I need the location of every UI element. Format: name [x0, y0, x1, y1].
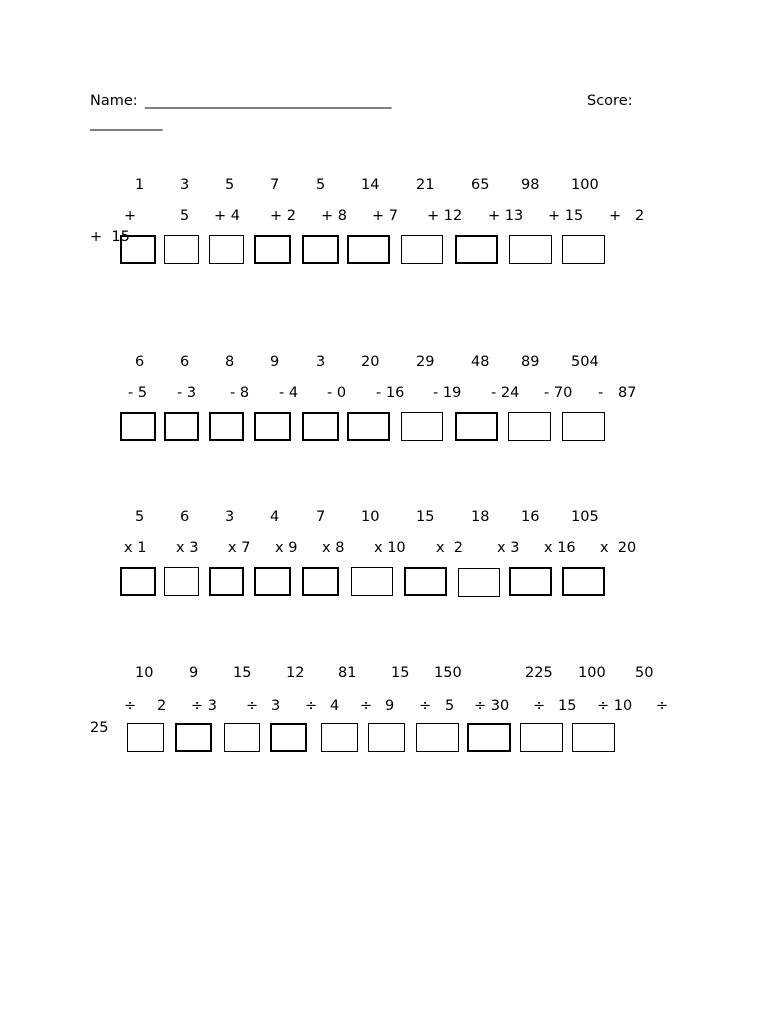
- answer-box[interactable]: [270, 723, 307, 752]
- operand: x 1: [124, 540, 147, 556]
- operand: + 12: [427, 208, 463, 224]
- answer-box[interactable]: [347, 235, 390, 264]
- operand: - 16: [376, 385, 405, 401]
- operand: - 8: [230, 385, 250, 401]
- operand: x 2: [436, 540, 464, 556]
- operand: ÷: [419, 698, 432, 714]
- top-number: 9: [189, 665, 199, 681]
- answer-box[interactable]: [209, 235, 244, 264]
- top-number: 5: [225, 177, 235, 193]
- top-number: 98: [521, 177, 540, 193]
- operand: +: [609, 208, 622, 224]
- operand: 3: [271, 698, 281, 714]
- operand: ÷: [305, 698, 318, 714]
- top-number: 6: [180, 354, 190, 370]
- name-line[interactable]: __________________________________: [145, 93, 392, 109]
- operand: - 5: [128, 385, 148, 401]
- top-number: 7: [316, 509, 326, 525]
- top-number: 504: [571, 354, 599, 370]
- top-number: 6: [135, 354, 145, 370]
- operand: 9: [385, 698, 395, 714]
- top-number: 10: [135, 665, 154, 681]
- top-number: 105: [571, 509, 599, 525]
- operand: x 20: [600, 540, 637, 556]
- operand: + 4: [214, 208, 240, 224]
- top-number: 14: [361, 177, 380, 193]
- top-number: 15: [233, 665, 252, 681]
- operand: - 70: [544, 385, 573, 401]
- answer-box[interactable]: [562, 235, 605, 264]
- top-number: 1: [135, 177, 145, 193]
- operand: + 15: [548, 208, 584, 224]
- operand: x 7: [228, 540, 251, 556]
- answer-box[interactable]: [209, 412, 244, 441]
- answer-box[interactable]: [455, 412, 498, 441]
- answer-box[interactable]: [458, 568, 500, 597]
- top-number: 12: [286, 665, 305, 681]
- operand: x 8: [322, 540, 345, 556]
- top-number: 20: [361, 354, 380, 370]
- top-number: 21: [416, 177, 435, 193]
- operand: - 24: [491, 385, 520, 401]
- top-number: 7: [270, 177, 280, 193]
- answer-box[interactable]: [164, 235, 199, 264]
- answer-box[interactable]: [572, 723, 615, 752]
- score-line[interactable]: __________: [90, 115, 163, 131]
- top-number: 89: [521, 354, 540, 370]
- answer-box[interactable]: [254, 235, 291, 264]
- operand: x 3: [497, 540, 520, 556]
- top-number: 48: [471, 354, 490, 370]
- top-number: 3: [316, 354, 326, 370]
- operand: 2: [635, 208, 645, 224]
- score-label: Score:: [587, 93, 633, 109]
- top-number: 15: [391, 665, 410, 681]
- operand: ÷: [246, 698, 259, 714]
- answer-box[interactable]: [404, 567, 447, 596]
- operand: - 4: [279, 385, 299, 401]
- answer-box[interactable]: [120, 235, 156, 264]
- top-number: 5: [135, 509, 145, 525]
- operand: x 3: [176, 540, 199, 556]
- operand: ÷: [124, 698, 137, 714]
- top-number: 100: [571, 177, 599, 193]
- operand: 4: [330, 698, 340, 714]
- operand: - 0: [327, 385, 347, 401]
- answer-box[interactable]: [302, 235, 339, 264]
- operand: ÷ 10: [597, 698, 633, 714]
- top-number: 6: [180, 509, 190, 525]
- operand: - 19: [433, 385, 462, 401]
- operand: - 3: [177, 385, 197, 401]
- top-number: 150: [434, 665, 462, 681]
- operand-wrap: + 15: [90, 229, 130, 245]
- top-number: 15: [416, 509, 435, 525]
- operand: x 9: [275, 540, 298, 556]
- answer-box[interactable]: [127, 723, 164, 752]
- answer-box[interactable]: [224, 723, 260, 752]
- operand: 15: [558, 698, 577, 714]
- answer-box[interactable]: [254, 567, 291, 596]
- top-number: 100: [578, 665, 606, 681]
- operand: +: [124, 208, 137, 224]
- answer-box[interactable]: [520, 723, 563, 752]
- operand: ÷ 30: [474, 698, 510, 714]
- answer-box[interactable]: [302, 412, 339, 441]
- answer-box[interactable]: [164, 412, 199, 441]
- operand: + 8: [321, 208, 347, 224]
- top-number: 18: [471, 509, 490, 525]
- answer-box[interactable]: [120, 412, 156, 441]
- top-number: 29: [416, 354, 435, 370]
- answer-box[interactable]: [455, 235, 498, 264]
- answer-box[interactable]: [164, 567, 199, 596]
- top-number: 9: [270, 354, 280, 370]
- top-number: 4: [270, 509, 280, 525]
- top-number: 81: [338, 665, 357, 681]
- operand: + 13: [488, 208, 524, 224]
- top-number: 3: [225, 509, 235, 525]
- answer-box[interactable]: [467, 723, 511, 752]
- operand: + 7: [372, 208, 398, 224]
- top-number: 65: [471, 177, 490, 193]
- answer-box[interactable]: [347, 412, 390, 441]
- answer-box[interactable]: [562, 567, 605, 596]
- answer-box[interactable]: [368, 723, 405, 752]
- answer-box[interactable]: [509, 235, 552, 264]
- operand: 2: [157, 698, 167, 714]
- top-number: 3: [180, 177, 190, 193]
- top-number: 50: [635, 665, 654, 681]
- top-number: 225: [525, 665, 553, 681]
- operand: -: [598, 385, 604, 401]
- name-label: Name:: [90, 93, 138, 109]
- operand-wrap: 25: [90, 720, 109, 736]
- operand: x 10: [374, 540, 406, 556]
- answer-box[interactable]: [254, 412, 291, 441]
- answer-box[interactable]: [401, 412, 443, 441]
- top-number: 10: [361, 509, 380, 525]
- answer-box[interactable]: [401, 235, 443, 264]
- operand: ÷: [360, 698, 373, 714]
- answer-box[interactable]: [562, 412, 605, 441]
- answer-box[interactable]: [508, 412, 551, 441]
- operand: ÷ 3: [191, 698, 217, 714]
- top-number: 5: [316, 177, 326, 193]
- operand: 87: [618, 385, 637, 401]
- answer-box[interactable]: [416, 723, 459, 752]
- operand: + 2: [270, 208, 296, 224]
- answer-box[interactable]: [209, 567, 244, 596]
- operand: x 16: [544, 540, 576, 556]
- top-number: 8: [225, 354, 235, 370]
- answer-box[interactable]: [175, 723, 212, 752]
- operand: 5: [445, 698, 455, 714]
- answer-box[interactable]: [302, 567, 339, 596]
- answer-box[interactable]: [321, 723, 358, 752]
- operand: ÷: [656, 698, 669, 714]
- answer-box[interactable]: [120, 567, 156, 596]
- operand: 5: [180, 208, 190, 224]
- operand: ÷: [533, 698, 546, 714]
- answer-box[interactable]: [509, 567, 552, 596]
- answer-box[interactable]: [351, 567, 393, 596]
- top-number: 16: [521, 509, 540, 525]
